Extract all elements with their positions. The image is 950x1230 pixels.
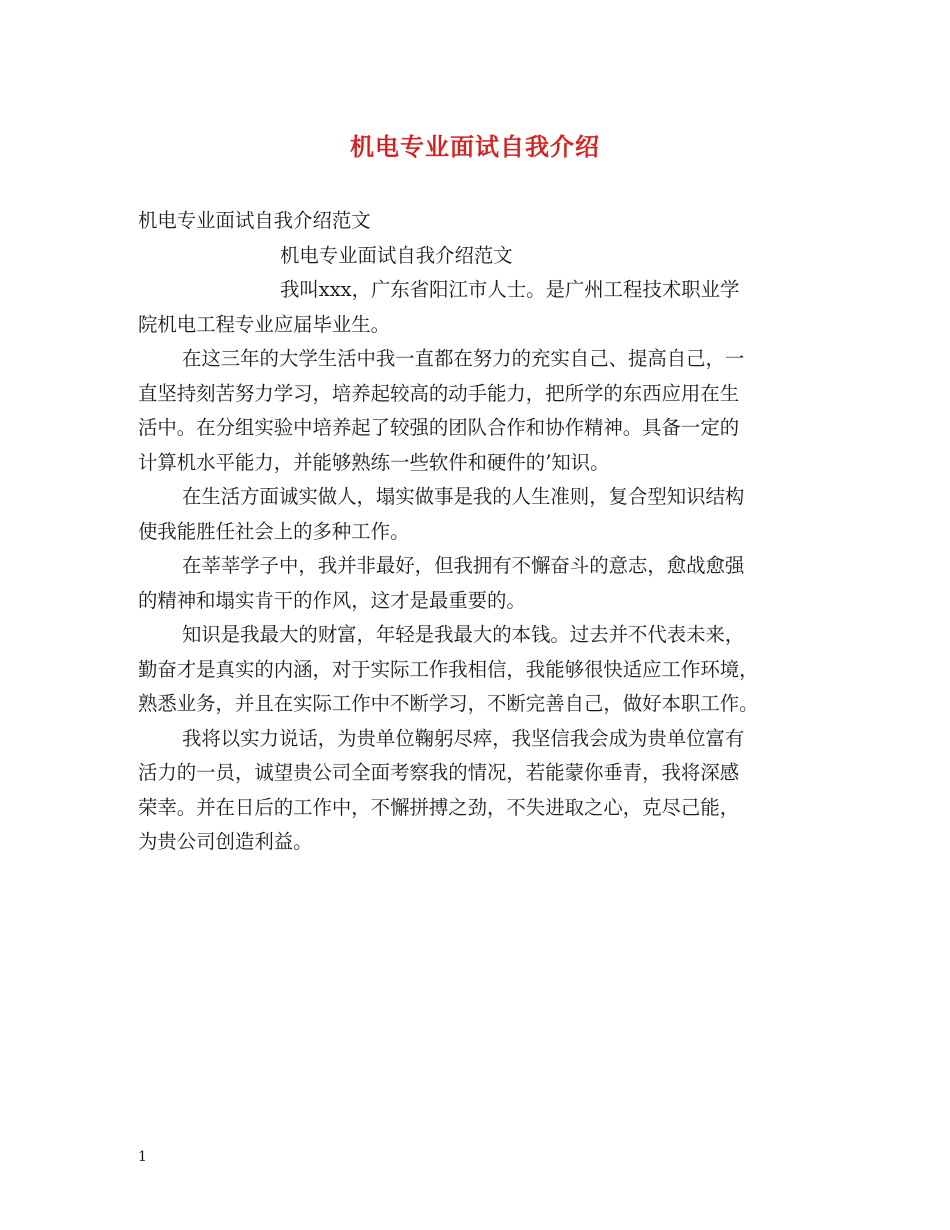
body-line: 熟悉业务，并且在实际工作中不断学习，不断完善自己，做好本职工作。 [138,692,759,715]
body-line: 计算机水平能力，并能够熟练一些软件和硬件的’知识。 [138,450,610,474]
body-line: 我将以实力说话，为贵单位鞠躬尽瘁，我坚信我会成为贵单位富有 [182,726,745,750]
page-number: 1 [138,1149,147,1165]
body-line: 在这三年的大学生活中我一直都在努力的充实自己、提高自己，一 [182,347,745,370]
body-line: 的精神和塌实肯干的作风，这才是最重要的。 [138,588,526,612]
body-line: 活中。在分组实验中培养起了较强的团队合作和协作精神。具备一定的 [138,416,740,439]
body-line: 在莘莘学子中，我并非最好，但我拥有不懈奋斗的意志，愈战愈强 [182,554,745,577]
body-line: 勤奋才是真实的内涵，对于实际工作我相信，我能够很快适应工作环境， [138,657,759,681]
document-body [138,204,818,860]
body-line: 知识是我最大的财富，年轻是我最大的本钱。过去并不代表未来， [182,623,745,646]
document-title: 机电专业面试自我介绍 [350,133,600,161]
body-line: 机电专业面试自我介绍范文 [280,243,513,267]
body-line: 在生活方面诚实做人，塌实做事是我的人生准则，复合型知识结构 [182,485,745,508]
body-line: 机电专业面试自我介绍范文 [138,209,371,232]
body-line: 为贵公司创造利益。 [138,830,313,853]
body-line: 使我能胜任社会上的多种工作。 [138,519,410,543]
body-line: 我叫xxx，广东省阳江市人士。是广州工程技术职业学 [280,278,740,301]
body-line: 直坚持刻苦努力学习，培养起较高的动手能力，把所学的东西应用在生 [138,381,740,405]
body-line: 荣幸。并在日后的工作中，不懈拼搏之劲，不失进取之心，克尽己能， [138,795,740,819]
body-line: 院机电工程专业应届毕业生。 [138,312,391,336]
body-line: 活力的一员，诚望贵公司全面考察我的情况，若能蒙你垂青，我将深感 [138,761,740,784]
